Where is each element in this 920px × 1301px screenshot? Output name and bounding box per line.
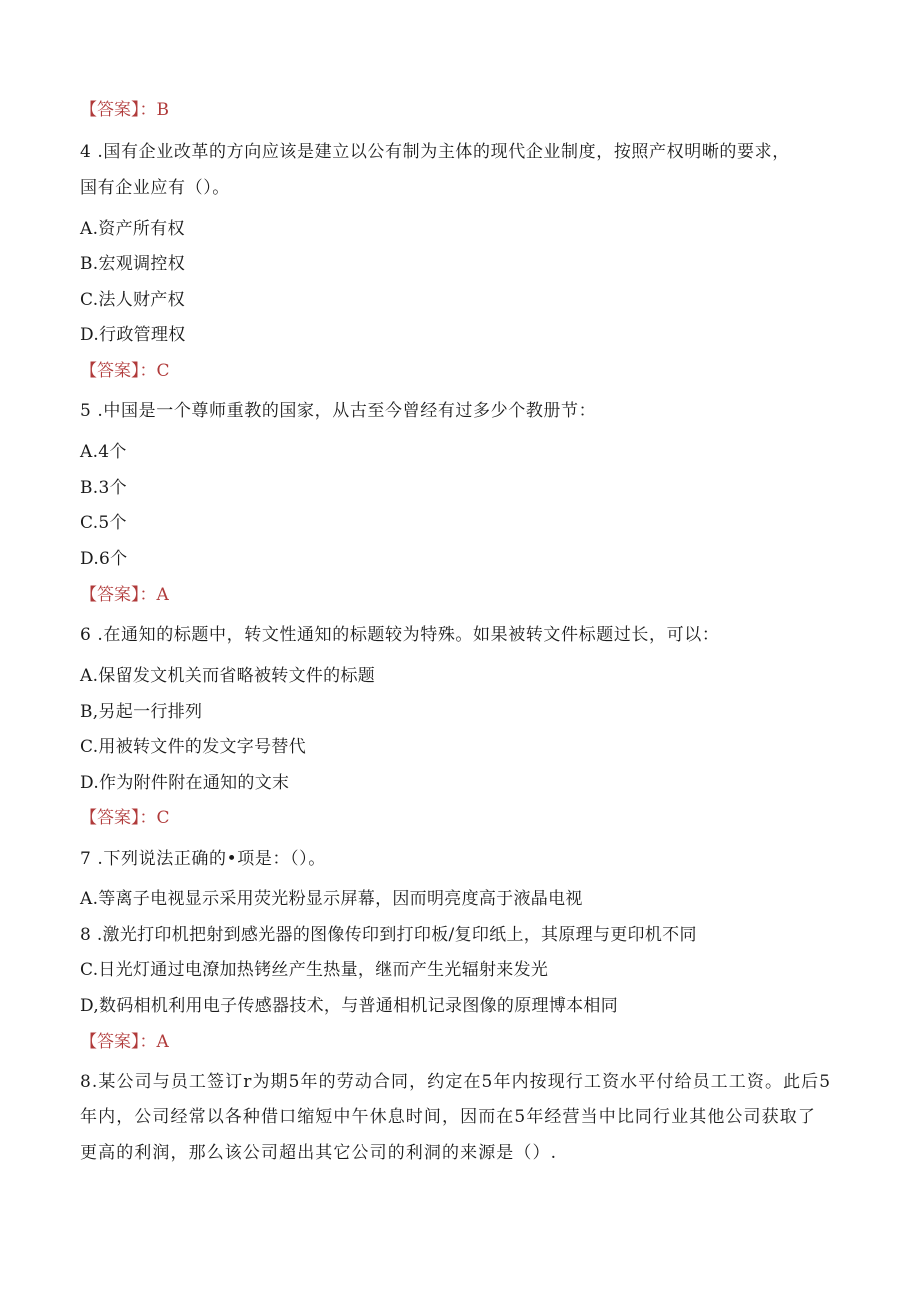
question-4-line-2: 国有企业应有（）。 [80,178,230,198]
question-5-option-b: B.3个 [80,478,127,498]
question-6-option-a: A.保留发文机关而省略被转文件的标题 [80,666,376,686]
question-4-option-a: A.资产所有权 [80,219,185,239]
question-7-option-d: D,数码相机利用电子传感器技术，与普通相机记录图像的原理博本相同 [80,996,619,1016]
answer-q7: 【答案】：A [80,1032,169,1052]
question-7-line-1: 7 .下列说法正确的•项是：（）。 [80,849,326,869]
question-4-option-c: C.法人财产权 [80,290,185,310]
question-4-option-b: B.宏观调控权 [80,254,185,274]
answer-q6: 【答案】：C [80,808,170,828]
question-6-line-1: 6 .在通知的标题中，转文性通知的标题较为特殊。如果被转文件标题过长，可以： [80,625,720,645]
question-4-option-d: D.行政管理权 [80,325,186,345]
question-7-option-c: C.日光灯通过电潦加热铐丝产生热量，继而产生光辐射来发光 [80,960,549,980]
question-5-option-d: D.6个 [80,549,128,569]
question-5-line-1: 5 .中国是一个尊师重教的国家，从古至今曾经有过多少个教册节： [80,401,597,421]
question-6-option-d: D.作为附件附在通知的文末 [80,773,290,793]
question-7-option-a: A.等离子电视显示采用荧光粉显示屏幕，因而明亮度高于液晶电视 [80,889,583,909]
question-6-option-b: B,另起一行排列 [80,702,203,722]
question-8-line-2: 年内，公司经常以各种借口缩短中午休息时间，因而在5年经营当中比同行业其他公司获取了 [80,1107,816,1127]
answer-q5: 【答案】：A [80,585,169,605]
question-4-line-1: 4 .国有企业改革的方向应该是建立以公有制为主体的现代企业制度，按照产权明晰的要求， [80,142,790,162]
question-8-line-1: 8.某公司与员工签订r为期5年的劳动合同，约定在5年内按现行工资水平付给员工工资。此后5 [80,1072,832,1092]
question-5-option-a: A.4个 [80,442,127,462]
question-8-line-3: 更高的利润，那么该公司超出其它公司的利洞的来源是（）. [80,1143,558,1163]
answer-q3: 【答案】：B [80,100,169,120]
question-5-option-c: C.5个 [80,513,127,533]
question-7-option-b: 8 .激光打印机把射到感光器的图像传印到打印板/复印纸上，其原理与更印机不同 [80,925,697,945]
question-6-option-c: C.用被转文件的发文字号替代 [80,737,307,757]
answer-q4: 【答案】：C [80,361,170,381]
